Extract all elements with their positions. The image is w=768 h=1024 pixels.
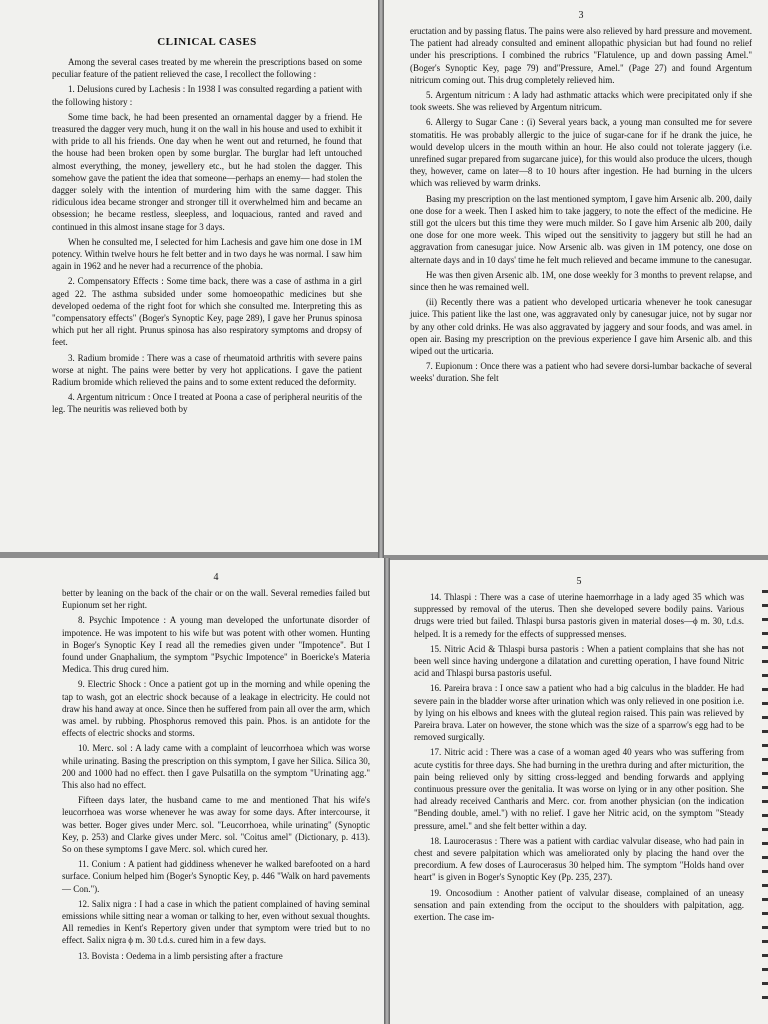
paragraph: 1. Delusions cured by Lachesis : In 1938 I was consulted regarding a patient with the following history :	[52, 84, 362, 107]
paragraph: 6. Allergy to Sugar Cane : (i) Several years back, a young man consulted me for severe stomatitis. He was probably allergic to the juice of sugar-cane for if he drank the juice, he would develop ulcers in the mouth within an hour. He also could not tolerate jaggery (i.e. unrefined sugar prepared from sugarcane juice), for this would also produce the ulcers, though they, however, came on later—8 to 10 hours after ingestion. He had burning in the ulcers which was relieved by warm drinks.	[410, 117, 752, 189]
page-number: 5	[576, 576, 582, 587]
page-right-top	[384, 0, 768, 555]
paragraph: 2. Compensatory Effects : Some time back, there was a case of asthma in a girl aged 22. The asthma subsided under some homoeopathic medicines but she developed oedema of the right foot for which she consulted me. Interpreting this as "compensatory effects" (Boger's Synoptic Key, page 289), I gave her Prunus spinosa which put her all right. Prunus spinosa has also respiratory symptoms and dropsy of feet.	[52, 276, 362, 348]
paragraph: 10. Merc. sol : A lady came with a complaint of leucorrhoea which was worse while urinating. Basing the prescription on this symptom, I gave her Silica. Silica 30, 200 and 1000 had no effect. then I gave Pulsatilla on the symptom "Urinating agg." This also had no effect.	[62, 743, 370, 791]
paragraph: Basing my prescription on the last mentioned symptom, I gave him Arsenic alb. 200, daily one dose for a week. Then I asked him to take jaggery, to note the effect of the medicine. He still got the ulcers but this time they were much milder. So I gave him Arsenic alb 200, daily one dose for one more week. This wiped out the sensitivity to jaggery but still he had an aggravation from canesugar juice. Now Arsenic alb. was given in 1M potency, one dose on alternate days and in 10 days' time he felt much relieved and became immune to the canesugar.	[410, 193, 752, 265]
paragraph: Fifteen days later, the husband came to me and mentioned That his wife's leucorrhoea was worse whenever he was away for some days. After intercourse, it was better. Boger gives under Merc. sol. "Leucorrhoea, while urinating" (Synoptic Key, p. 253) and Clarke gives under Merc. sol. "Coitus amel" (Dictionary, p. 413). So on these symptoms I gave Merc. sol. which cured her.	[62, 795, 370, 855]
binding-holes	[762, 590, 768, 1010]
page-left-top	[0, 0, 378, 552]
paragraph: (ii) Recently there was a patient who developed urticaria whenever he took canesugar juice. This patient like the last one, was aggravated only by canesugar juice, not by sugar nor by any other cold drinks. He was also aggravated by jaggery and sour foods, and was amel. in open air. Basing my prescription on the previous experience I gave him Arsenic alb. and this wiped out the urticaria.	[410, 297, 752, 357]
paragraph: 3. Radium bromide : There was a case of rheumatoid arthritis with severe pains worse at night. The pains were better by very hot applications. I gave the patient Radium bromide which relieved the pains and to some extent reduced the deformity.	[52, 352, 362, 388]
paragraph: He was then given Arsenic alb. 1M, one dose weekly for 3 months to prevent relapse, and since then he was remained well.	[410, 269, 752, 293]
paragraph: 19. Oncosodium : Another patient of valvular disease, complained of an uneasy sensation and pain extending from the occiput to the shoulders with palpitation, agg. exertion. The case im-	[414, 887, 744, 923]
paragraph: When he consulted me, I selected for him Lachesis and gave him one dose in 1M potency. Within twelve hours he felt better and in two days he was normal. I saw him again in 1962 and he never had a recurrence of the phobia.	[52, 236, 362, 272]
paragraph: 7. Eupionum : Once there was a patient who had severe dorsi-lumbar backache of several weeks' duration. She felt	[410, 361, 752, 384]
paragraph: 11. Conium : A patient had giddiness whenever he walked barefooted on a hard surface. Conium helped him (Boger's Synoptic Key, p. 446 "Walk on hard pavements — Con.").	[62, 859, 370, 894]
page-number: 3	[578, 10, 584, 21]
paragraph: better by leaning on the back of the chair or on the wall. Several remedies failed but Eupionum set her right.	[62, 588, 370, 611]
paragraph: 14. Thlaspi : There was a case of uterine haemorrhage in a lady aged 35 which was suppressed by removal of the uterus. Then she developed severe bodily pains. Various drugs were tried but failed. Thlaspi bursa pastoris given in material doses—ϕ m. 30, t.d.s. helped. It is a remedy for the effects of suppressed menses.	[414, 592, 744, 639]
paragraph: 16. Pareira brava : I once saw a patient who had a big calculus in the bladder. He had severe pain in the bladder worse after urination which was only relieved in one position i.e. by lying on his elbows and knees with the gluteal region raised. This pain was relieved by Pareira brava. Later on however, the stone which was the size of a sparrow's egg had to be removed surgically.	[414, 683, 744, 743]
page-number: 4	[213, 572, 219, 583]
paragraph: 12. Salix nigra : I had a case in which the patient complained of having seminal emissions while sitting near a woman or talking to her, even without sexual thoughts. All remedies in Kent's Repertory given under that symptom were tried but to no effect. Salix nigra ϕ m. 30 t.d.s. cured him in a few days.	[62, 898, 370, 946]
paragraph: 17. Nitric acid : There was a case of a woman aged 40 years who was suffering from acute cystitis for three days. She had burning in the urethra during and after micturition, the pain being relieved only by sitting cross-legged and bending forwards and applying continuous pressure over the genitalia. It was worse on lying or in any other position. She had already received Cantharis and Merc. cor. from another physician (on the indication "Bending double, amel.") with no relief. I gave her Nitric acid, on the symptom "Steady pressure, amel." and she felt better within a day.	[414, 747, 744, 831]
paragraph: 15. Nitric Acid & Thlaspi bursa pastoris : When a patient complains that she has not been well since having undergone a dilatation and curetting operation, I have found Nitric acid and Thlaspi bursa pastoris useful.	[414, 643, 744, 679]
paragraph: Some time back, he had been presented an ornamental dagger by a friend. He treasured the dagger very much, hung it on the wall in his house and used to exhibit it with pride to all his friends. One day when he went out and returned, he found that the house had been broken open by some burglar. The burglar had left untouched almost everything, the money, jewellery etc., but he had stolen the dagger. This somehow gave the patient the idea that someone—perhaps an enemy— had stolen the dagger solely with the intention of murdering him with the same dagger. This ridiculous idea became stronger and stronger till it overwhelmed him and became an obsession; he became restless, sleepless, and loquacious, ranted and raved and continued in this almost insane stage for 3 days.	[52, 111, 362, 232]
page-left-bottom	[0, 558, 384, 1024]
paragraph: 9. Electric Shock : Once a patient got up in the morning and while opening the tap to wash, got an electric shock because of a leakage in electricity. He could not draw his hand away at once. Since then he suffered from pain all over the arm, which was amel. by rubbing. Phosphorus removed this pain. Phos. is an antidote for the effects of electric shocks and storms.	[62, 679, 370, 739]
paragraph: 8. Psychic Impotence : A young man developed the unfortunate disorder of impotence. He was impotent to his wife but was potent with other women. Hunting in Boger's Synoptic Key I read all the remedies given under "Impotence". But I found under Gnaphalium, the symptom "Psychic Impotence" in Boericke's Materia Medica. This drug cured him.	[62, 615, 370, 675]
page-right-bottom	[390, 560, 768, 1024]
paragraph: 13. Bovista : Oedema in a limb persisting after a fracture	[78, 950, 283, 961]
paragraph: Among the several cases treated by me wherein the prescriptions based on some peculiar feature of the patient relieved the case, I recollect the following :	[52, 57, 362, 80]
paragraph: 4. Argentum nitricum : Once I treated at Poona a case of peripheral neuritis of the leg. The neuritis was relieved both by	[52, 392, 362, 415]
paragraph: eructation and by passing flatus. The pains were also relieved by hard pressure and movement. The patient had already consulted and eminent allopathic physician but had found no relief under his prescriptions. I combined the rubrics "Flatulence, up and down passing Amel." (Boger's Synoptic Key, page 79) and"Pressure, Amel." (Page 27) and found Argentum nitricum coming out. This drug completely relieved him.	[410, 26, 752, 85]
paragraph: 5. Argentum nitricum : A lady had asthmatic attacks which were precipitated only if she took sweets. She was relieved by Argentum nitricum.	[410, 90, 752, 113]
section-title: CLINICAL CASES	[157, 36, 257, 48]
paragraph: 18. Laurocerasus : There was a patient with cardiac valvular disease, who had pain in chest and severe palpitation which was ameliorated only by placing the hand over the precordium. A few doses of Laurocerasus 30 helped him. The symptom "Holds hand over heart" is given in Boger's Synoptic Key (Pp. 235, 237).	[414, 835, 744, 883]
